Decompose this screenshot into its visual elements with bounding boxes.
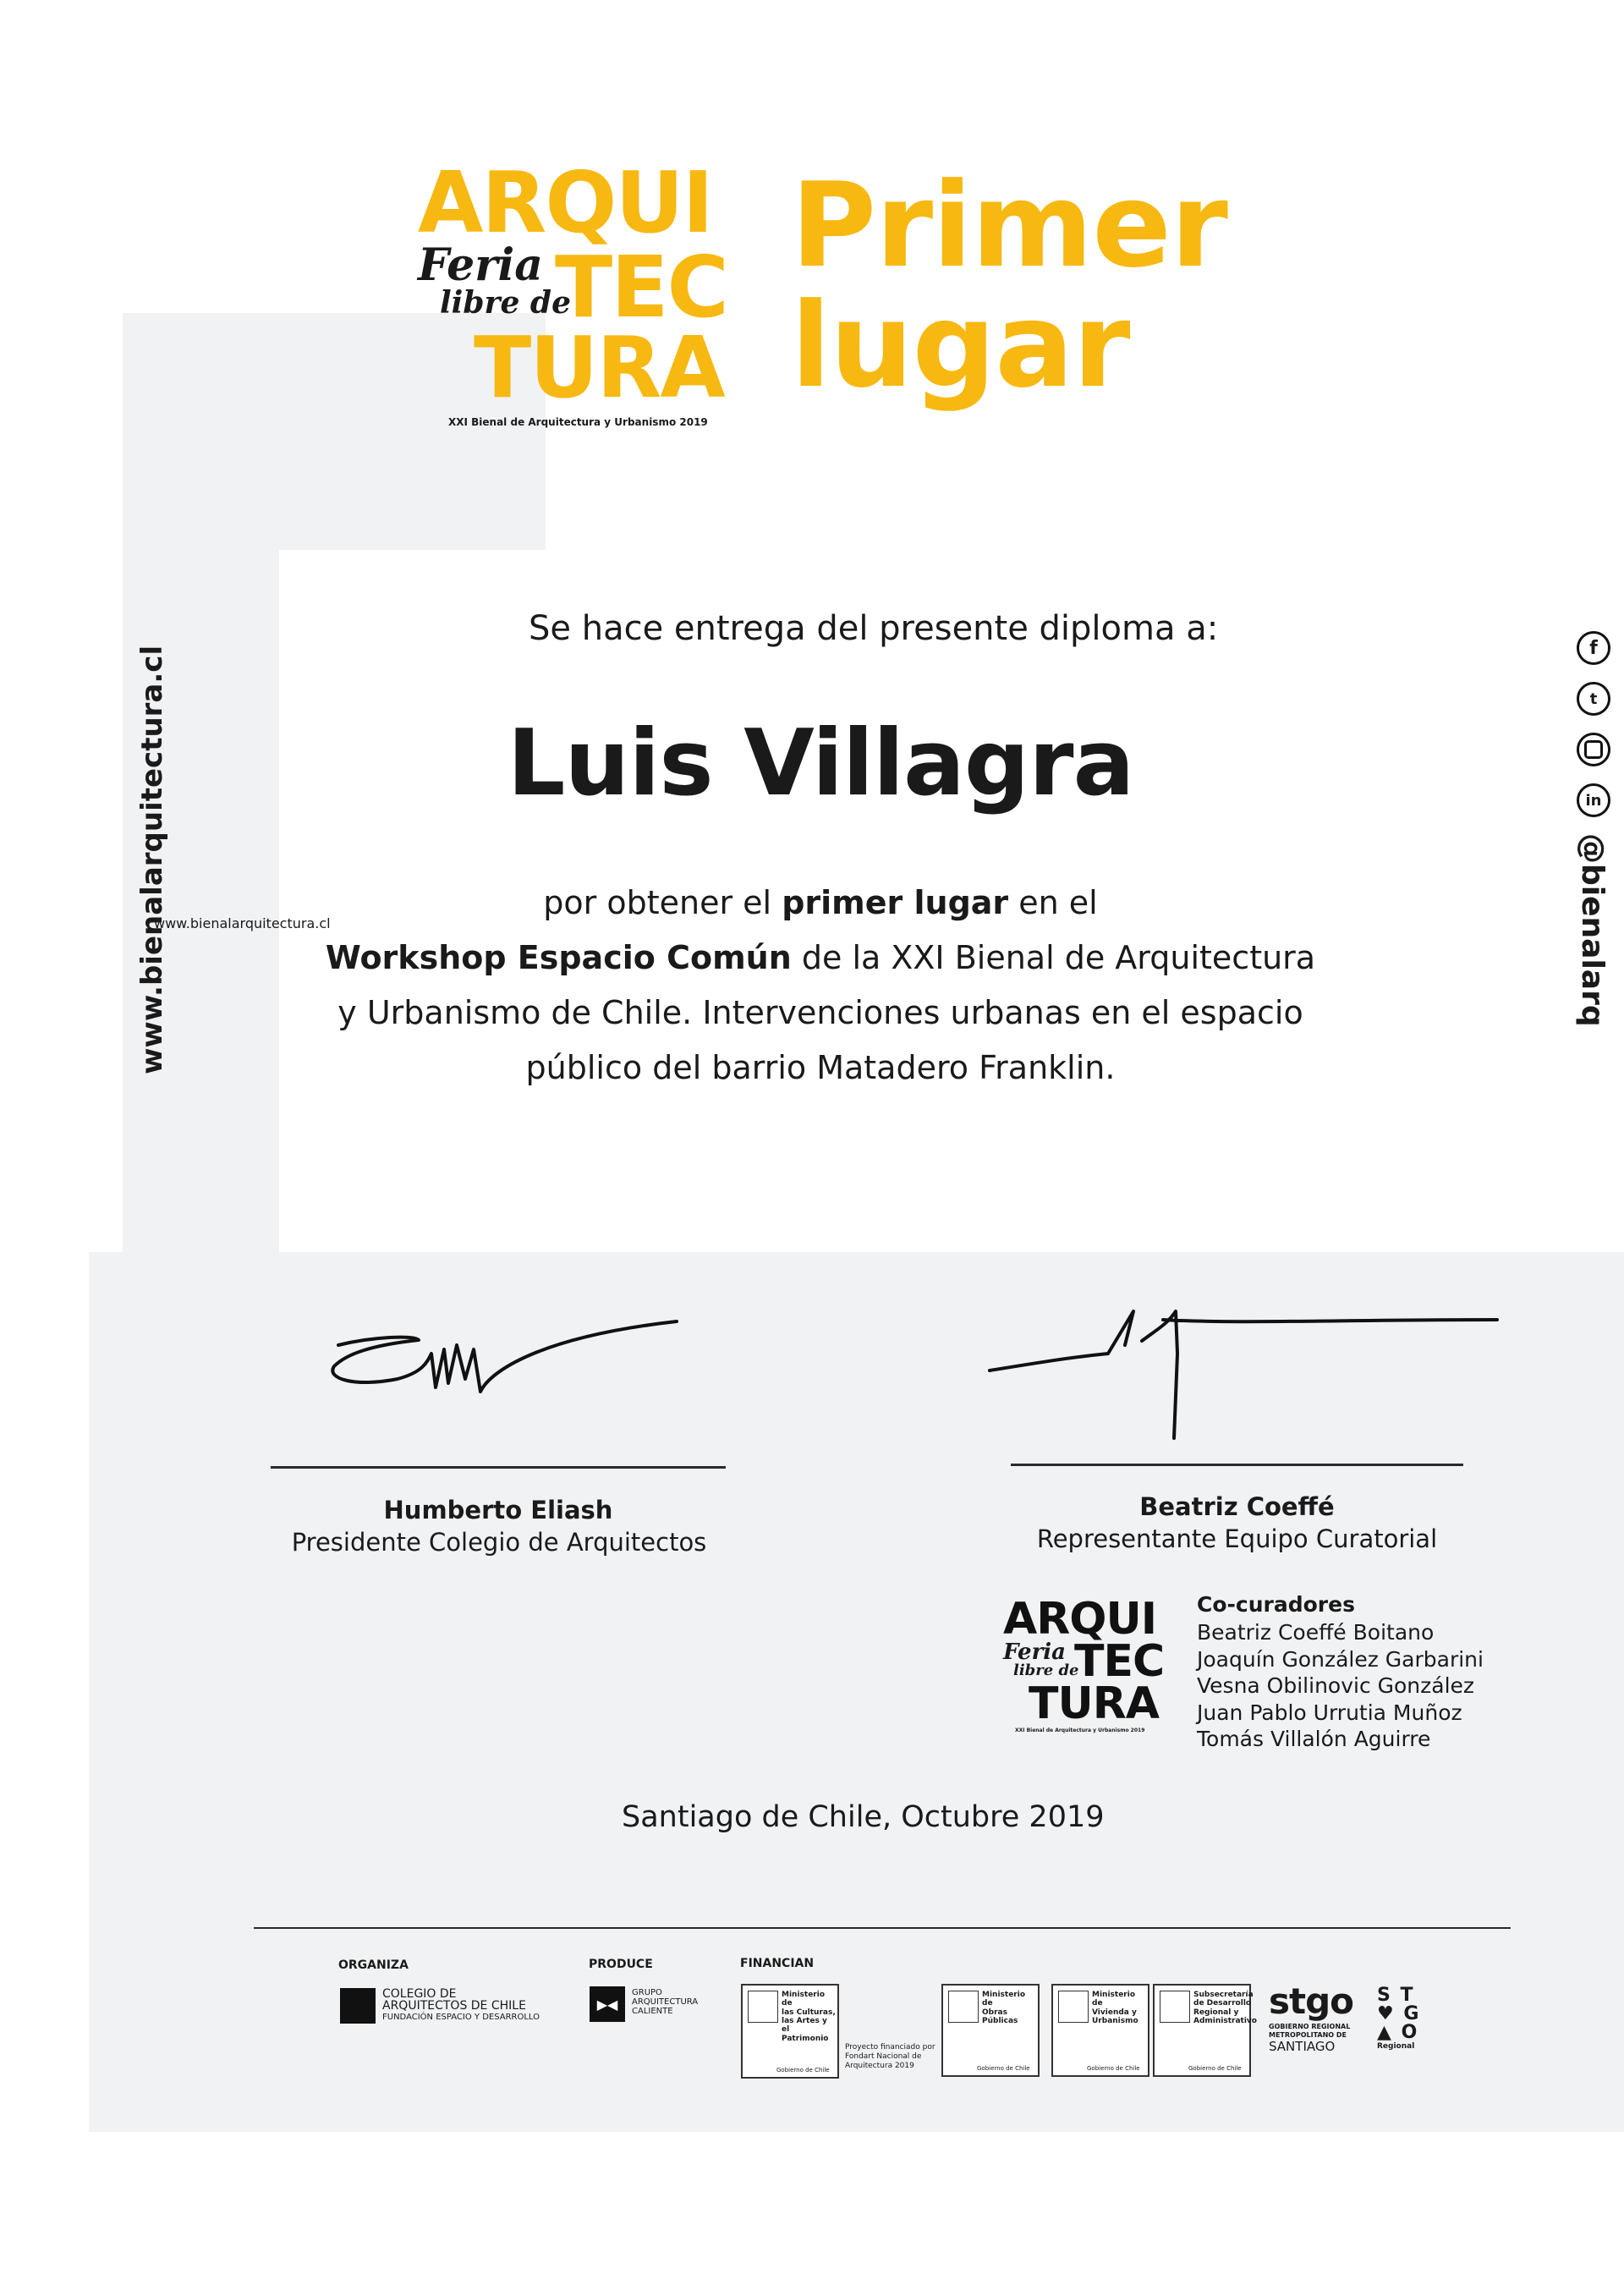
small-logo-feria: Feria bbox=[1003, 1640, 1067, 1665]
social-handle: @bienalarq bbox=[1575, 833, 1610, 1027]
stgo-regional-glyphs: S T ♥ G ▲ O bbox=[1377, 1985, 1421, 2043]
cocurator-name: Juan Pablo Urrutia Muñoz bbox=[1197, 1700, 1462, 1725]
website-text: www.bienalarquitectura.cl bbox=[135, 645, 169, 1074]
signatory-right-role: Representante Equipo Curatorial bbox=[1036, 1524, 1438, 1553]
twitter-icon[interactable]: t bbox=[1577, 682, 1610, 716]
stgo-regional-text: Regional bbox=[1377, 2042, 1415, 2051]
logo-feria: Feria bbox=[418, 239, 544, 291]
grupo-text: GRUPO ARQUITECTURA CALIENTE bbox=[632, 1988, 699, 2016]
grupo-emblem-icon: ▶◀ bbox=[590, 1986, 625, 2022]
small-logo-libre-de: libre de bbox=[1013, 1662, 1079, 1679]
ministerio-culturas-logo: Ministerio de las Culturas, las Artes y el Patrimonio Gobierno de Chile bbox=[741, 1984, 839, 2079]
logo-libre-de: libre de bbox=[440, 285, 572, 321]
body-line-4: público del barrio Matadero Franklin. bbox=[525, 1049, 1116, 1086]
cocurator-name: Vesna Obilinovic González bbox=[1197, 1673, 1475, 1698]
body-line-1 bbox=[0, 884, 1624, 921]
cocurators-title: Co-curadores bbox=[1197, 1592, 1355, 1617]
gobierno-regional-logo bbox=[1269, 1980, 1353, 2054]
chile-crest-icon bbox=[1058, 1991, 1089, 2023]
cocurator-name: Beatriz Coeffé Boitano bbox=[1197, 1620, 1435, 1645]
body-line-2 bbox=[0, 939, 1624, 976]
cocurator-name: Tomás Villalón Aguirre bbox=[1197, 1727, 1431, 1751]
signature-line-right bbox=[1011, 1464, 1463, 1466]
fondart-text: Proyecto financiado por Fondart Nacional de Arquitectura 2019 bbox=[845, 2043, 935, 2070]
footer-label-organiza: ORGANIZA bbox=[338, 1958, 409, 1972]
small-logo-tec: TEC bbox=[1074, 1636, 1165, 1687]
logo-subtitle: XXI Bienal de Arquitectura y Urbanismo 2019 bbox=[448, 416, 708, 428]
body-highlight-primer-lugar: primer lugar bbox=[782, 884, 1009, 921]
small-logo-arqui: ARQUI bbox=[1003, 1594, 1157, 1645]
body-line-1c: en el bbox=[1008, 884, 1098, 921]
cocurator-name: Joaquín González Garbarini bbox=[1197, 1646, 1484, 1672]
signature-line-left bbox=[271, 1466, 726, 1469]
gobierno-regional-text: GOBIERNO REGIONAL METROPOLITANO DE SANTIAGO bbox=[1269, 2023, 1351, 2054]
chile-crest-icon bbox=[948, 1991, 979, 2023]
chile-crest-icon bbox=[748, 1991, 778, 2023]
logo-line-arqui: ARQUI bbox=[418, 153, 712, 252]
subsecretaria-logo: Subsecretaría de Desarrollo Regional y Administrativo Gobierno de Chile bbox=[1153, 1984, 1251, 2077]
facebook-icon[interactable]: f bbox=[1577, 631, 1610, 665]
logo-line-tec: TEC bbox=[555, 238, 727, 337]
footer-label-produce: PRODUCE bbox=[589, 1958, 653, 1971]
small-logo-tura: TURA bbox=[1029, 1678, 1159, 1729]
signatory-left-name: Humberto Eliash bbox=[383, 1496, 613, 1524]
signatory-left-role: Presidente Colegio de Arquitectos bbox=[291, 1528, 707, 1557]
ministerio-vivienda-logo: Ministerio de Vivienda y Urbanismo Gobierno de Chile bbox=[1051, 1984, 1149, 2077]
recipient-name: Luis Villagra bbox=[507, 711, 1134, 816]
intro-text: Se hace entrega del presente diploma a: bbox=[529, 609, 1219, 648]
stgo-regional-logo bbox=[1377, 1986, 1436, 2051]
footer-label-financian: FINANCIAN bbox=[740, 1957, 815, 1970]
signature-left bbox=[321, 1311, 694, 1438]
chile-crest-icon bbox=[1160, 1991, 1190, 2023]
body-line-2b: de la XXI Bienal de Arquitectura bbox=[791, 939, 1316, 976]
small-logo-subtitle: XXI Bienal de Arquitectura y Urbanismo 2019 bbox=[1015, 1727, 1145, 1733]
signatory-right-name: Beatriz Coeffé bbox=[1139, 1492, 1335, 1521]
linkedin-icon[interactable]: in bbox=[1577, 783, 1610, 817]
award-title-line2: lugar bbox=[791, 277, 1130, 414]
body-highlight-workshop: Workshop Espacio Común bbox=[325, 939, 792, 976]
colegio-emblem-icon bbox=[340, 1988, 376, 2024]
cocurators-list bbox=[1197, 1619, 1484, 1753]
stgo-wordmark: stgo bbox=[1269, 1980, 1353, 2022]
signature-right bbox=[981, 1294, 1506, 1447]
footer-divider bbox=[254, 1927, 1511, 1929]
ministerio-obras-logo: Ministerio de Obras Públicas Gobierno de Chile bbox=[941, 1984, 1040, 2077]
colegio-text: COLEGIO DE ARQUITECTOS DE CHILE FUNDACIÓN ESPACIO Y DESARROLLO bbox=[382, 1987, 540, 2022]
logo-line-tura: TURA bbox=[474, 318, 724, 417]
body-line-3: y Urbanismo de Chile. Intervenciones urbanas en el espacio bbox=[337, 994, 1303, 1031]
award-title-line1: Primer bbox=[791, 157, 1227, 294]
body-line-1a: por obtener el bbox=[543, 884, 782, 921]
place-date: Santiago de Chile, Octubre 2019 bbox=[622, 1800, 1105, 1834]
